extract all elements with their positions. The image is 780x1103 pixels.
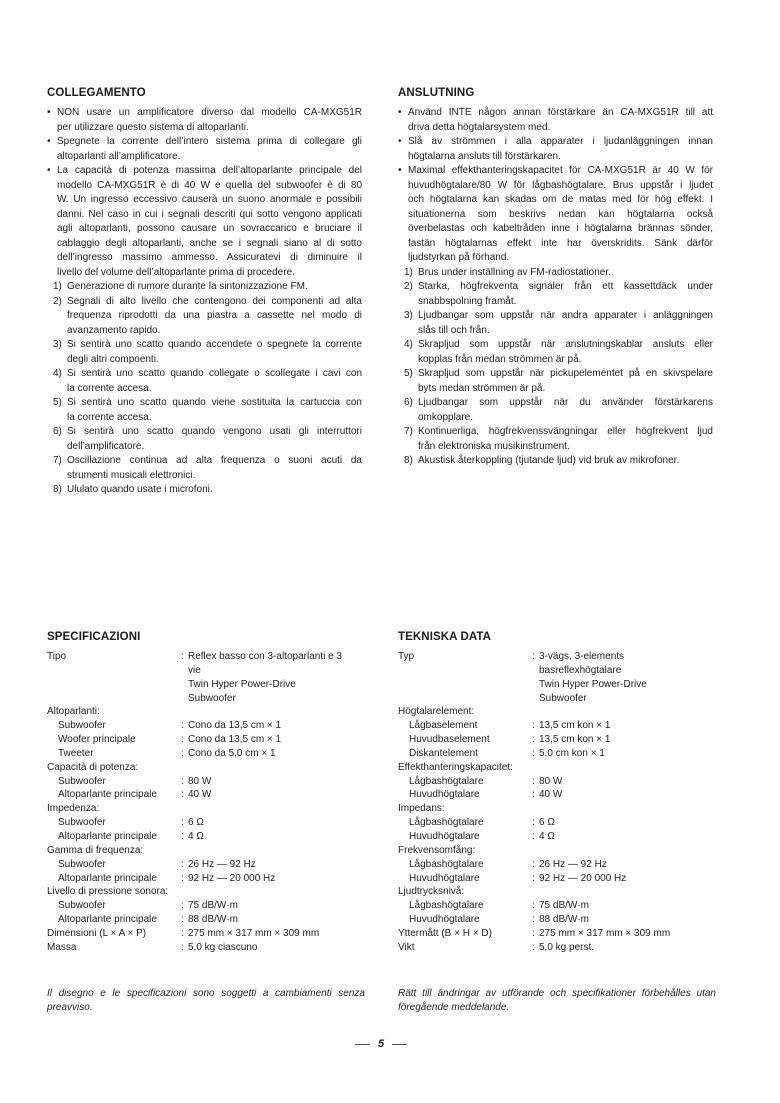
swedish-change-notice [398,987,716,1014]
spec-separator: : [181,734,184,746]
spec-value [539,816,718,830]
section-heading: SPECIFICAZIONI [47,631,141,643]
spec-value [188,719,367,733]
numbered-item [398,309,716,338]
spec-row [398,816,718,830]
text-line: kopplas från medan strömmen är på. [418,353,582,365]
bullet-text [408,106,713,135]
spec-value-line: basreflexhögtalare [539,664,622,676]
spec-value-line: Reflex basso con 3-altoparlanti e 3 [188,651,342,662]
section-heading: ANSLUTNING [398,87,475,99]
spec-label: Massa [47,941,77,953]
spec-value-line: 40 W [539,789,563,801]
spec-value-line: 13,5 cm kon × 1 [539,734,611,746]
item-number: 1) [53,281,62,292]
numbered-item [398,425,716,454]
text-line: byts medan strömmen är på. [418,382,546,394]
spec-separator: : [532,720,535,732]
item-number: 5) [53,397,62,408]
item-number: 7) [53,455,62,466]
spec-value [539,733,718,747]
spec-separator: : [532,651,535,662]
spec-value-line: Subwoofer [539,692,587,704]
spec-separator: : [181,830,184,842]
spec-row [398,650,718,705]
text-line: Akustisk återkoppling (tjutande ljud) vid bruk av mikrofoner. [418,455,680,466]
spec-row [47,816,367,830]
spec-row [398,719,718,733]
item-number: 4) [404,339,413,350]
text-line: Skrapljud som uppstår när anslutningskablar ansluts eller [418,339,713,350]
spec-label: Huvudhögtalare [409,872,480,884]
spec-value-line: 92 Hz — 20 000 Hz [539,872,627,884]
spec-value [188,788,367,802]
text-line: Si sentirà uno scatto quando vengono usati gli interruttori [67,426,362,437]
section-heading: COLLEGAMENTO [47,87,146,99]
spec-value [188,927,367,941]
spec-label: Subwoofer [58,817,106,829]
text-line: Maximal effekthanteringskapacitet för CA-MXG51R är 40 W för [408,165,713,176]
spec-value [539,830,718,844]
spec-label: Yttermått (B × H × D) [398,927,492,939]
spec-group-label: Capacità di potenza: [47,761,139,773]
spec-separator: : [532,927,535,939]
spec-separator: : [532,747,535,759]
text-line: Brus under inställning av FM-radiostationer. [418,266,611,278]
spec-label: Subwoofer [58,900,106,912]
spec-separator: : [181,927,184,939]
spec-label: Tipo [47,651,67,662]
page-number-rule [392,1044,407,1045]
spec-value [188,941,367,955]
spec-label: Altoparlante principale [58,830,157,842]
bullet-mark: • [398,107,402,118]
spec-row [47,650,367,705]
bullet-item [398,106,716,135]
item-text [67,454,362,483]
spec-row [398,747,718,761]
spec-label: Lågbashögtalare [409,900,484,912]
spec-value-line: 5,0 kg ciascuno [188,941,258,953]
spec-separator: : [532,858,535,870]
spec-value [539,858,718,872]
spec-row [398,733,718,747]
bullet-text [57,106,362,135]
spec-table [47,650,367,955]
text-line: fastän högtalarnas effekt inte har överskridits. Sänk därför [408,237,713,249]
page-number: 5 [377,1038,385,1050]
spec-value [188,733,367,747]
spec-label: Lågbashögtalare [409,858,484,870]
spec-group-label: Effekthanteringskapacitet: [398,761,513,773]
spec-value [188,858,367,872]
spec-value [539,775,718,789]
bullet-text [408,164,713,266]
text-line: Il disegno e le specificazioni sono soggetti a cambiamenti senza [47,988,365,999]
connection-list [47,106,365,498]
spec-label: Altoparlante principale [58,872,157,884]
spec-label: Altoparlante principale [58,789,157,801]
text-line: Starka, högfrekventa signaler från ett kassettdäck under [418,281,713,292]
spec-value [188,872,367,886]
spec-row [398,927,718,941]
item-text [67,295,362,339]
item-number: 8) [404,455,413,466]
spec-label: Subwoofer [58,720,106,732]
spec-separator: : [181,858,184,870]
spec-value-line: 75 dB/W·m [188,900,239,912]
bullet-item [398,164,716,266]
spec-separator: : [181,720,184,732]
spec-value [188,816,367,830]
spec-label: Diskantelement [409,747,478,759]
text-line: Ululato quando usate i microfoni. [67,484,213,495]
spec-value [188,650,367,705]
text-line: från elektroniska musikinstrument. [418,440,570,452]
spec-group-label: Högtalarelement: [398,706,475,718]
bullet-mark: • [47,136,51,147]
italian-specifications-section [47,630,367,955]
spec-value [188,899,367,913]
spec-value [539,899,718,913]
spec-value-line: Cono da 5,0 cm × 1 [188,747,276,759]
spec-value-line: 275 mm × 317 mm × 309 mm [539,927,671,939]
page-number-rule [355,1044,370,1045]
text-line: Segnali di alto livello che contengono dei componenti ad alta [67,295,362,307]
spec-group-label: Frekvensomfång: [398,844,476,856]
item-number: 1) [404,266,413,278]
spec-value-line: 40 W [188,789,212,801]
spec-value-line: 6 Ω [539,817,555,829]
text-line: preavviso. [47,1001,93,1013]
spec-value-line: 80 W [188,775,212,787]
spec-group-label: Impedans: [398,803,445,815]
numbered-item [398,280,716,309]
item-text [418,396,713,425]
text-line: omkopplare. [418,411,474,423]
text-line: la corrente accesa. [67,411,152,423]
spec-label: Subwoofer [58,775,106,787]
swedish-specifications-section [398,630,718,955]
item-text [418,454,713,469]
item-number: 8) [53,484,62,495]
spec-separator: : [181,914,184,926]
spec-separator: : [532,900,535,912]
spec-label: Huvudhögtalare [409,914,480,926]
numbered-item [47,295,365,339]
spec-separator: : [532,830,535,842]
spec-row [398,941,718,955]
numbered-item [47,483,365,498]
spec-row [47,913,367,927]
text-line: per utilizzare questo sistema di altoparlanti. [57,121,249,133]
item-text [67,367,362,396]
spec-row [47,830,367,844]
item-number: 3) [404,310,413,321]
text-line: Si sentirà uno scatto quando collegate o scollegate i cavi con [67,368,362,379]
item-text [67,396,362,425]
text-line: modello CA-MXG51R è di 40 W e quella del subwoofer è di 80 [57,179,362,191]
text-line: frequenza riprodotti da una piastra a cassette nel modo di [67,310,362,321]
bullet-item [47,106,365,135]
numbered-item [47,280,365,295]
text-line: dell’amplificatore. [67,440,145,452]
spec-row [47,747,367,761]
spec-value-line: Cono da 13,5 cm × 1 [188,734,282,746]
spec-label: Lågbashögtalare [409,817,484,829]
spec-value-line: Twin Hyper Power-Drive [188,678,296,690]
spec-value [539,941,718,955]
numbered-item [47,338,365,367]
text-line: Använd INTE någon annan förstärkare än CA-MXG51R till att [408,107,713,118]
text-line: ljudstyrkan på förhand. [408,252,510,263]
spec-label: Huvudbaselement [409,734,490,746]
text-line: föregående meddelande. [398,1001,510,1013]
numbered-item [398,454,716,469]
spec-separator: : [181,900,184,912]
spec-group-label: Gamma di frequenza: [47,844,144,856]
spec-group-label: Altoparlanti: [47,706,100,718]
item-text [67,483,362,498]
spec-separator: : [181,941,184,953]
text-line: W. Un ingresso eccessivo causerà un suono anormale e possibili [57,194,362,205]
item-number: 2) [53,295,62,307]
spec-row [398,858,718,872]
connection-list [398,106,716,469]
spec-value-line: 92 Hz — 20 000 Hz [188,872,276,884]
item-text [418,367,713,396]
spec-row [47,719,367,733]
spec-row [47,927,367,941]
spec-label: Huvudhögtalare [409,789,480,801]
item-text [67,338,362,367]
text-line: La capacità di potenza massima dell’altoparlante principale del [57,165,362,176]
spec-table [398,650,718,955]
item-number: 6) [53,426,62,437]
spec-separator: : [532,734,535,746]
spec-value [539,719,718,733]
spec-row [398,775,718,789]
spec-value-line: 26 Hz — 92 Hz [188,858,256,870]
spec-value-line: 5,0 kg perst. [539,941,595,953]
numbered-item [398,396,716,425]
item-number: 4) [53,368,62,379]
text-line: Oscillazione continua ad alta frequenza o suoni acuti da [67,455,362,466]
spec-group-label: Livello di pressione sonora: [47,886,169,898]
spec-label: Tweeter [58,747,94,759]
text-line: Rätt till ändringar av utförande och specifikationer förbehålles utan [398,988,716,999]
spec-separator: : [532,914,535,926]
text-line: högtalarna ansluts till förstärkaren. [408,150,561,162]
spec-label: Lågbaselement [409,720,478,732]
spec-separator: : [532,872,535,884]
text-line: Slå av strömmen i alla apparater i ljudanläggningen innan [408,136,713,147]
spec-value-line: Cono da 13,5 cm × 1 [188,720,282,732]
bullet-mark: • [47,165,51,176]
numbered-item [398,338,716,367]
spec-row [398,913,718,927]
spec-row [47,941,367,955]
item-number: 3) [53,339,62,350]
text-line: snabbspolning framåt. [418,295,517,307]
bullet-mark: • [47,107,51,118]
spec-row [47,733,367,747]
spec-label: Typ [398,651,415,662]
item-text [67,425,362,454]
numbered-item [47,425,365,454]
numbered-item [398,367,716,396]
spec-row [47,858,367,872]
spec-label: Lågbashögtalare [409,775,484,787]
spec-value [539,927,718,941]
text-line: Si sentirà uno scatto quando accendete o spegnete la corrente [67,339,362,350]
spec-label: Dimensioni (L × A × P) [47,927,147,939]
spec-separator: : [181,747,184,759]
text-line: cablaggio degli altoparlanti, anche se i segnali siano al di sotto [57,237,362,249]
spec-group-label: Ljudtrycksnivå: [398,886,465,898]
bullet-item [47,164,365,280]
italian-change-notice [47,987,365,1014]
spec-separator: : [181,817,184,829]
spec-value [539,650,718,705]
bullet-text [408,135,713,164]
spec-value-line: 88 dB/W·m [539,914,590,926]
numbered-item [47,367,365,396]
text-line: livello del volume dell’altoparlante prima di procedere. [57,266,295,278]
spec-value [188,913,367,927]
spec-separator: : [181,775,184,787]
spec-label: Subwoofer [58,858,106,870]
spec-label: Huvudhögtalare [409,830,480,842]
page-number-block [355,1036,407,1052]
spec-value [188,830,367,844]
text-line: Ljudbangar som uppstår när andra apparater i anläggningen [418,310,713,321]
numbered-item [47,396,365,425]
text-line: Kontinuerliga, högfrekvenssvängningar eller högfrekvent ljud [418,426,713,437]
item-number: 7) [404,426,413,437]
spec-value-line: 275 mm × 317 mm × 309 mm [188,927,320,939]
spec-label: Vikt [398,941,415,953]
spec-value [539,872,718,886]
item-text [418,425,713,454]
item-text [418,338,713,367]
item-number: 2) [404,281,413,292]
bullet-mark: • [398,136,402,147]
bullet-item [398,135,716,164]
text-line: driva detta högtalarsystem med. [408,121,551,133]
spec-group-label: Impedenza: [47,803,100,815]
spec-separator: : [532,817,535,829]
spec-value [539,913,718,927]
numbered-item [47,454,365,483]
spec-value-line: Twin Hyper Power-Drive [539,678,647,690]
item-text [418,280,713,309]
spec-row [398,899,718,913]
spec-value-line: 6 Ω [188,817,204,829]
item-text [418,309,713,338]
numbered-item [398,266,716,281]
text-line: Ljudbangar som uppstår när du använder förstärkarens [418,397,713,408]
bullet-text [57,164,362,280]
spec-separator: : [181,872,184,884]
text-line: Skrapljud som uppstår när pickupelementet på en skivspelare [418,368,713,379]
text-line: Generazione di rumore durante la sintonizzazione FM. [67,281,308,292]
text-line: slås till och från. [418,324,490,336]
item-text [418,266,713,281]
spec-row [47,788,367,802]
spec-value-line: Subwoofer [188,692,236,704]
text-line: NON usare un amplificatore diverso dal modello CA-MXG51R [57,107,362,118]
text-line: la corrente accesa. [67,382,152,394]
spec-row [47,872,367,886]
spec-value-line: 4 Ω [539,830,555,842]
text-line: huvudhögtalare/80 W för lågbashögtalare. Brus uppstår i ljudet [408,179,713,191]
text-line: agli altoparlanti, possono causare un sovraccarico e bruciare il [57,223,362,234]
item-number: 6) [404,397,413,408]
spec-value-line: 13,5 cm kon × 1 [539,720,611,732]
spec-value-line: 26 Hz — 92 Hz [539,858,607,870]
spec-separator: : [181,651,184,662]
spec-value [188,775,367,789]
spec-label: Altoparlante principale [58,914,157,926]
spec-row [47,899,367,913]
spec-row [398,830,718,844]
spec-value [539,788,718,802]
text-line: dell’ingresso massimo ammesso. Assicuratevi di diminuire il [57,252,362,263]
text-line: Si sentirà uno scatto quando viene sostituita la cartuccia con [67,397,362,408]
text-line: danni. Nel caso in cui i segnali descriti qui sotto vengono applicati [57,208,362,220]
spec-separator: : [532,789,535,801]
text-line: degli altri compoenti. [67,353,159,365]
spec-separator: : [532,941,535,953]
bullet-text [57,135,362,164]
spec-separator: : [532,775,535,787]
text-line: överbelastas och kabeltråden inne i högtalarna brännas sönder, [408,223,713,234]
spec-value-line: vie [188,664,201,676]
bullet-item [47,135,365,164]
spec-value [188,747,367,761]
text-line: altoparlanti all’amplificatore. [57,150,181,162]
text-line: och högtalarna kan skadas om de matas med för hög effekt. I [408,194,713,205]
text-line: Spegnete la corrente dell’intero sistema prima di collegare gli [57,136,362,147]
item-text [67,280,362,295]
spec-value-line: 3-vägs, 3-elements [539,651,625,662]
section-heading: TEKNISKA DATA [398,631,492,643]
text-line: strumenti musicali elettronici. [67,469,196,481]
swedish-connection-section [398,86,716,469]
spec-row [398,872,718,886]
spec-value-line: 80 W [539,775,563,787]
text-line: avanzamento rapido. [67,324,161,336]
spec-label: Woofer principale [58,734,136,746]
spec-value [539,747,718,761]
italian-connection-section [47,86,365,498]
spec-value-line: 4 Ω [188,830,204,842]
spec-separator: : [181,789,184,801]
bullet-mark: • [398,165,402,176]
spec-row [47,775,367,789]
spec-row [398,788,718,802]
spec-value-line: 5,0 cm kon × 1 [539,747,605,759]
spec-value-line: 88 dB/W·m [188,914,239,926]
text-line: situationerna som beskrivs nedan kan högtalarna också [408,208,713,220]
spec-value-line: 75 dB/W·m [539,900,590,912]
item-number: 5) [404,368,413,379]
